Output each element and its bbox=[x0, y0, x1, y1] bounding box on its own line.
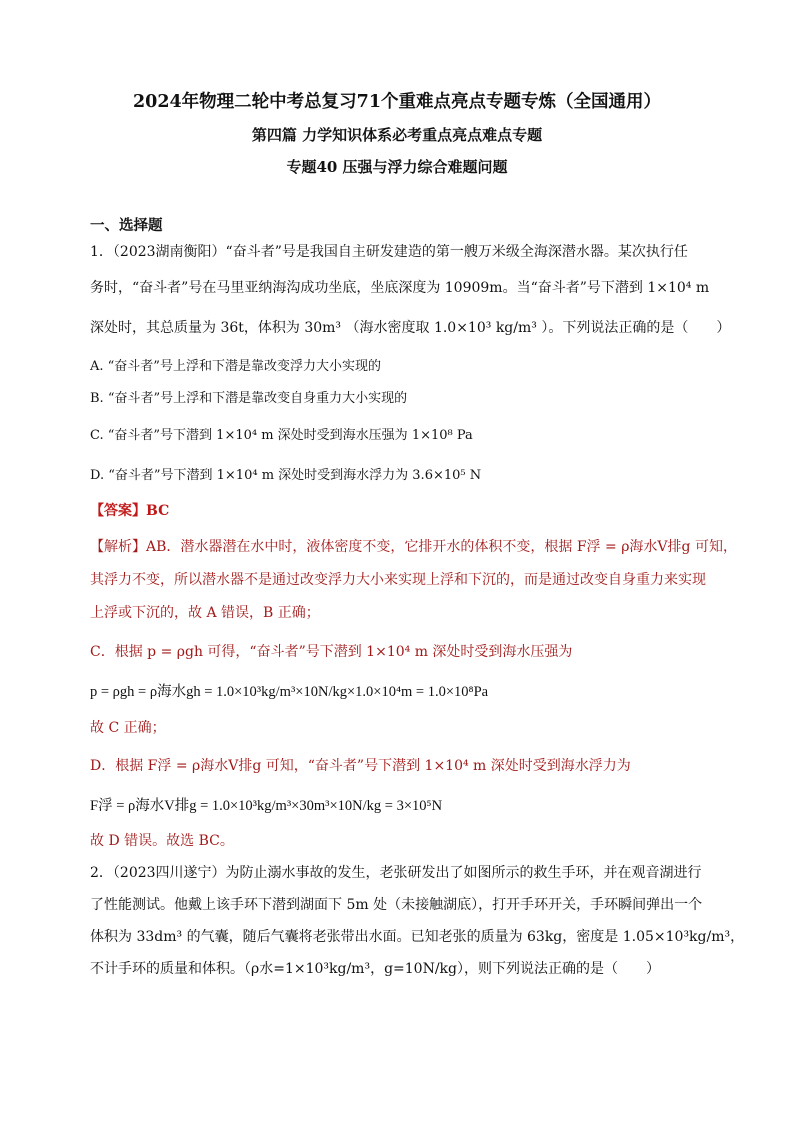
q1-answer: 【答案】BC bbox=[90, 503, 170, 519]
q1-analysis-line-3: 上浮或下沉的，故 A 错误，B 正确； bbox=[90, 605, 320, 621]
q1-stem-line-1: 1．（2023湖南衡阳）“奋斗者”号是我国自主研发建造的第一艘万米级全海深潜水器。某次执行任 bbox=[90, 244, 688, 260]
document-title: 2024年物理二轮中考总复习71个重难点亮点专题专炼（全国通用） bbox=[132, 92, 662, 112]
q2-stem-line-1: 2．（2023四川遂宁）为防止溺水事故的发生，老张研发出了如图所示的救生手环，并在观音湖进行 bbox=[90, 865, 702, 881]
q1-option-c: C. “奋斗者”号下潜到 1×10⁴ m 深处时受到海水压强为 1×10⁸ Pa bbox=[90, 428, 473, 443]
q1-option-a: A. “奋斗者”号上浮和下潜是靠改变浮力大小实现的 bbox=[90, 359, 381, 374]
section-heading: 一、选择题 bbox=[90, 217, 163, 234]
q2-stem-line-2: 了性能测试。他戴上该手环下潜到湖面下 5m 处（未接触湖底），打开手环开关，手环瞬间弹出一个 bbox=[90, 897, 703, 913]
q1-analysis-line-4: C．根据 p = ρgh 可得，“奋斗者”号下潜到 1×10⁴ m 深处时受到海水压强为 bbox=[90, 644, 573, 660]
q1-buoyancy-formula: F浮 = ρ海水V排g = 1.0×10³kg/m³×30m³×10N/kg = 3×10⁵N bbox=[90, 798, 443, 814]
topic-title: 专题40 压强与浮力综合难题问题 bbox=[286, 158, 508, 176]
q1-stem-line-3: 深处时，其总质量为 36t，体积为 30m³ （海水密度取 1.0×10³ kg/m³ ）。下列说法正确的是（ ） bbox=[90, 320, 731, 336]
q1-option-b: B. “奋斗者”号上浮和下潜是靠改变自身重力大小实现的 bbox=[90, 391, 408, 406]
q2-stem-line-4: 不计手环的质量和体积。（ρ水=1×10³kg/m³，g=10N/kg），则下列说法正确的是（ ） bbox=[90, 961, 660, 977]
q1-analysis-line-2: 其浮力不变，所以潜水器不是通过改变浮力大小来实现上浮和下沉的，而是通过改变自身重力来实现 bbox=[90, 572, 706, 588]
q1-stem-line-2: 务时，“奋斗者”号在马里亚纳海沟成功坐底，坐底深度为 10909m。当“奋斗者”号下潜到 1×10⁴ m bbox=[90, 280, 710, 296]
q1-analysis-line-9: 故 D 错误。故选 BC。 bbox=[90, 833, 234, 849]
q1-analysis-line-1: 【解析】AB．潜水器潜在水中时，液体密度不变，它排开水的体积不变，根据 F浮 = ρ海水V排g 可知， bbox=[90, 539, 737, 555]
q1-pressure-formula: p = ρgh = ρ海水gh = 1.0×10³kg/m³×10N/kg×1.0×10⁴m = 1.0×10⁸Pa bbox=[90, 684, 489, 700]
part-title: 第四篇 力学知识体系必考重点亮点难点专题 bbox=[251, 126, 543, 144]
q2-stem-line-3: 体积为 33dm³ 的气囊，随后气囊将老张带出水面。已知老张的质量为 63kg，密度是 1.05×10³kg/m³， bbox=[90, 929, 745, 945]
q1-analysis-line-7: D．根据 F浮 = ρ海水V排g 可知，“奋斗者”号下潜到 1×10⁴ m 深处时受到海水浮力为 bbox=[90, 758, 631, 774]
q1-analysis-line-6: 故 C 正确； bbox=[90, 720, 166, 736]
q1-option-d: D. “奋斗者”号下潜到 1×10⁴ m 深处时受到海水浮力为 3.6×10⁵ N bbox=[90, 468, 482, 483]
